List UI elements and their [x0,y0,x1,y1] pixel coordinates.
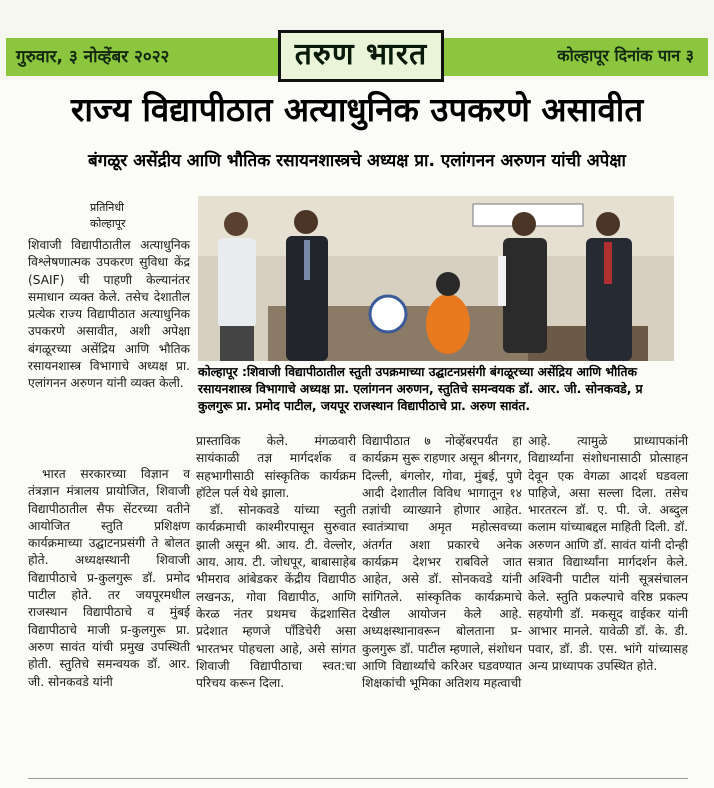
paragraph-conclusion: आहे. त्यामुळे प्राध्यापकांनी विद्यार्थ्यांना संशोधनासाठी प्रोत्साहन देवून एक वेगळा आदर्श घडवला पाहिजे, असा सल्ला दिला. तसेच भारतरत्न डॉ. ए. पी. जे. अब्दुल कलाम यांच्याबद्दल माहिती दिली. डॉ. अरुणन आणि डॉ. सावंत यांनी दोन्ही सत्रात विद्यार्थ्यांना मार्गदर्शन केले. अश्विनी पाटील यांनी सूत्रसंचालन केले. स्तुति प्रकल्पाचे वरिष्ठ प्रकल्प सहयोगी डॉ. मकसूद वाईकर यांनी आभार मानले. यावेळी डॉ. के. डी. पवार, डॉ. डी. एस. भांगे यांच्यासह अन्य प्राध्यापक उपस्थित होते. [528,434,688,673]
article-headline: राज्य विद्यापीठात अत्याधुनिक उपकरणे असावीत [70,90,644,129]
byline-role: प्रतिनिधी [90,201,124,214]
paragraph-stuti-history: डॉ. सोनकवडे यांच्या स्तुती कार्यक्रमाची काश्मीरपासून सुरुवात झाली असून श्री. आय. टी. वेल्लोर, आय. आय. टी. जोधपूर, बाबासाहेब भीमराव आंबेडकर केंद्रीय विद्यापीठ लखनऊ, गोवा विद्यापीठ, आणि केरळ नंतर प्रथमच केंद्रशासित प्रदेशात म्हणजे पॉंडिचेरी असा भारतभर पोहचला आहे, असे सांगत शिवाजी विद्यापीठाचा स्वत:चा परिचय करून दिला. [196,503,356,691]
article-column-1 [28,237,190,393]
byline-place: कोल्हापूर [90,217,126,230]
masthead [0,0,714,80]
article-column-2 [196,433,356,692]
event-photo-illustration [198,196,674,361]
article-column-3 [362,433,522,692]
paragraph-lectures: विद्यापीठात ७ नोव्हेंबरपर्यंत हा कार्यक्रम सुरू राहणार असून श्रीनगर, दिल्ली, बंगलोर, गोवा, मुंबई, पुणे आदी देशातील विविध भागातून १४ तज्ञांची व्याख्याने होणार आहेत. स्वातंत्र्याचा अमृत महोत्सवच्या अंतर्गत अशा प्रकारचे अनेक कार्यक्रम देशभर राबविले जात आहेत, असे डॉ. सोनकवडे यांनी सांगितले. सांस्कृतिक कार्यक्रमाचे देखील आयोजन केले आहे. अध्यक्षस्थानावरून बोलताना प्र-कुलगुरू डॉ. पाटील म्हणाले, संशोधन आणि विद्यार्थ्यांचे करिअर घडवण्यात शिक्षकांची भूमिका अतिशय महत्वाची [362,434,522,691]
newspaper-logo [278,30,444,82]
masthead-date: गुरुवार, ३ नोव्हेंबर २०२२ [16,47,170,67]
photo-caption: कोल्हापूर :शिवाजी विद्यापीठातील स्तुती उपक्रमाच्या उद्घाटनप्रसंगी बंगळूरच्या असेंद्रिय आणि भौतिक रसायनशास्त्र विभागाचे अध्यक्ष प्रा. एलांगनन अरुणन, स्तुतिचे समन्वयक डॉ. आर. जी. सोनकवडे, प्र कुलगुरू प्रा. प्रमोद पाटील, जयपूर राजस्थान विद्यापीठाचे प्रा. अरुण सावंत. [198,365,643,413]
article-column-4 [528,433,688,675]
paragraph-event: भारत सरकारच्या विज्ञान व तंत्रज्ञान मंत्रालय प्रायोजित, शिवाजी विद्यापीठातील सैफ सेंटरच्या वतीने आयोजित स्तुति प्रशिक्षण कार्यक्रमाच्या उद्घाटनप्रसंगी ते बोलत होते. अध्यक्षस्थानी शिवाजी विद्यापीठाचे प्र-कुलगुरू डॉ. प्रमोद पाटील होते. तर जयपूरमधील राजस्थान विद्यापीठाचे व मुंबई विद्यापीठाचे माजी प्र-कुलगुरू प्रा. अरुण सावंत यांची प्रमुख उपस्थिती होती. स्तुतिचे समन्वयक डॉ. आर. जी. सोनकवडे यांनी [28,467,190,689]
bottom-divider [28,778,688,779]
paragraph-program: प्रास्ताविक केले. मंगळवारी सायंकाळी तज्ञ मार्गदर्शक व सहभागीसाठी सांस्कृतिक कार्यक्रम हॉटेल पर्ल येथे झाला. [196,434,356,500]
article-column-1-continued [28,466,190,691]
event-photo [198,196,674,361]
article-subheadline: बंगळूर असेंद्रीय आणि भौतिक रसायनशास्त्रचे अध्यक्ष प्रा. एलांगनन अरुणन यांची अपेक्षा [88,151,626,171]
newspaper-name: तरुण भारत [294,37,428,72]
byline [90,200,125,232]
masthead-edition-page: कोल्हापूर दिनांक पान ३ [557,46,694,65]
paragraph-intro: शिवाजी विद्यापीठातील अत्याधुनिक विश्लेषणात्मक उपकरण सुविधा केंद्र (SAIF) ची पाहणी केल्यानंतर समाधान व्यक्त केले. तसेच देशातील प्रत्येक राज्य विद्यापीठात अत्याधुनिक उपकरणे असावीत, अशी अपेक्षा बंगळूरच्या असेंद्रिय आणि भौतिक रसायनशास्त्र विभागाचे अध्यक्ष प्रा. एलांगनन अरुणन यांनी व्यक्त केली. [28,238,190,391]
